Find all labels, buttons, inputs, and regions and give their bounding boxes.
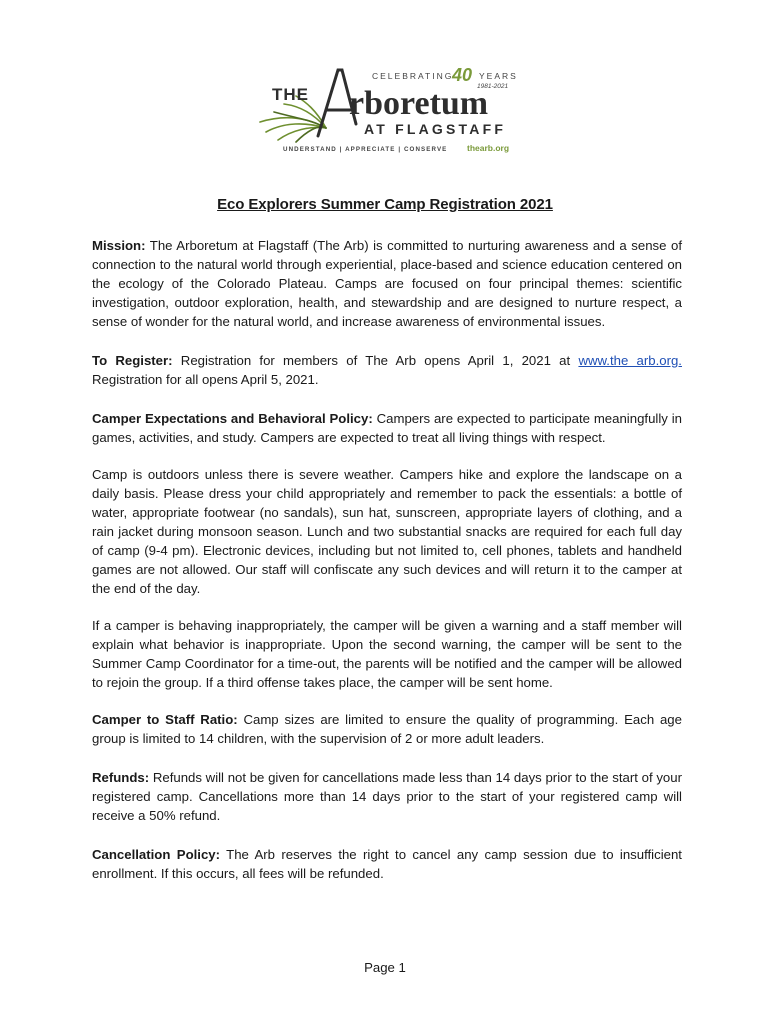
ratio-paragraph [92,710,682,748]
register-link[interactable]: www.the arb.org. [578,353,682,368]
expectations-heading: Camper Expectations and Behavioral Policy: [92,411,373,426]
document-body [92,236,682,883]
ratio-text: Camp sizes are limited to ensure the quality of programming. Each age group is limited to 14 children, with the supervision of 2 or more adult leaders. [92,712,682,746]
arboretum-logo [256,62,522,158]
logo-year-range: 1981-2021 [477,83,509,90]
logo-arboretum: rboretum [349,85,489,122]
register-text-2: Registration for all opens April 5, 2021. [92,372,319,387]
page-number: Page 1 [364,960,406,975]
logo-forty: 40 [452,65,473,85]
register-heading: To Register: [92,353,173,368]
page-title: Eco Explorers Summer Camp Registration 2021 [217,196,553,213]
register-paragraph [92,351,682,389]
ratio-heading: Camper to Staff Ratio: [92,712,238,727]
logo-website: thearb.org [467,143,510,153]
expectations-text: Campers are expected to participate meaningfully in games, activities, and study. Campers are expected to treat all living things with respect. [92,411,682,445]
mission-text: The Arboretum at Flagstaff (The Arb) is committed to nurturing awareness and a sense of connection to the natural world through experiential, place-based and science education centered on the ecology of the Colorado Plateau. Camps are focused on four principal themes: scientific investigation, outdoor exploration, health, and stewardship and are designed to nurture respect, a sense of wonder for the natural world, and increase awareness of environmental issues. [92,238,682,329]
logo-at-flagstaff: AT FLAGSTAFF [364,121,507,137]
cancellation-paragraph [92,845,682,883]
mission-paragraph [92,236,682,331]
behavior-paragraph: If a camper is behaving inappropriately, the camper will be given a warning and a staff member will explain what behavior is inappropriate. Upon the second warning, the camper will be sent to the Summer Camp Coordinator for a time-out, the parents will be notified and the camper will be allowed to rejoin the group. If a third offense takes place, the camper will be sent home. [92,618,682,690]
logo-celebrating: CELEBRATING [372,71,454,81]
cancellation-text: The Arb reserves the right to cancel any camp session due to insufficient enrollment. If this occurs, all fees will be refunded. [92,847,682,881]
expectations-paragraph [92,409,682,447]
register-text-1: Registration for members of The Arb opens April 1, 2021 at [180,353,571,368]
cancellation-heading: Cancellation Policy: [92,847,221,862]
refunds-heading: Refunds: [92,770,150,785]
logo-years: YEARS [479,71,518,81]
refunds-paragraph [92,768,682,825]
refunds-text: Refunds will not be given for cancellations made less than 14 days prior to the start of your registered camp. Cancellations more than 14 days prior to the start of your registered camp will receive a 50% refund. [92,770,682,823]
logo-the: THE [272,85,309,104]
logo-tagline: UNDERSTAND | APPRECIATE | CONSERVE [283,146,448,153]
mission-heading: Mission: [92,238,146,253]
outdoors-paragraph: Camp is outdoors unless there is severe weather. Campers hike and explore the landscape on a daily basis. Please dress your child appropriately and remember to pack the essentials: a bottle of water, appropriate footwear (no sandals), sun hat, sunscreen, appropriate layers of clothing, and a rain jacket during monsoon season. Lunch and two substantial snacks are required for each full day of camp (9-4 pm). Electronic devices, including but not limited to, cell phones, tablets and handheld games are not allowed. Our staff will confiscate any such devices and will return it to the camper at the end of the day. [92,467,682,596]
